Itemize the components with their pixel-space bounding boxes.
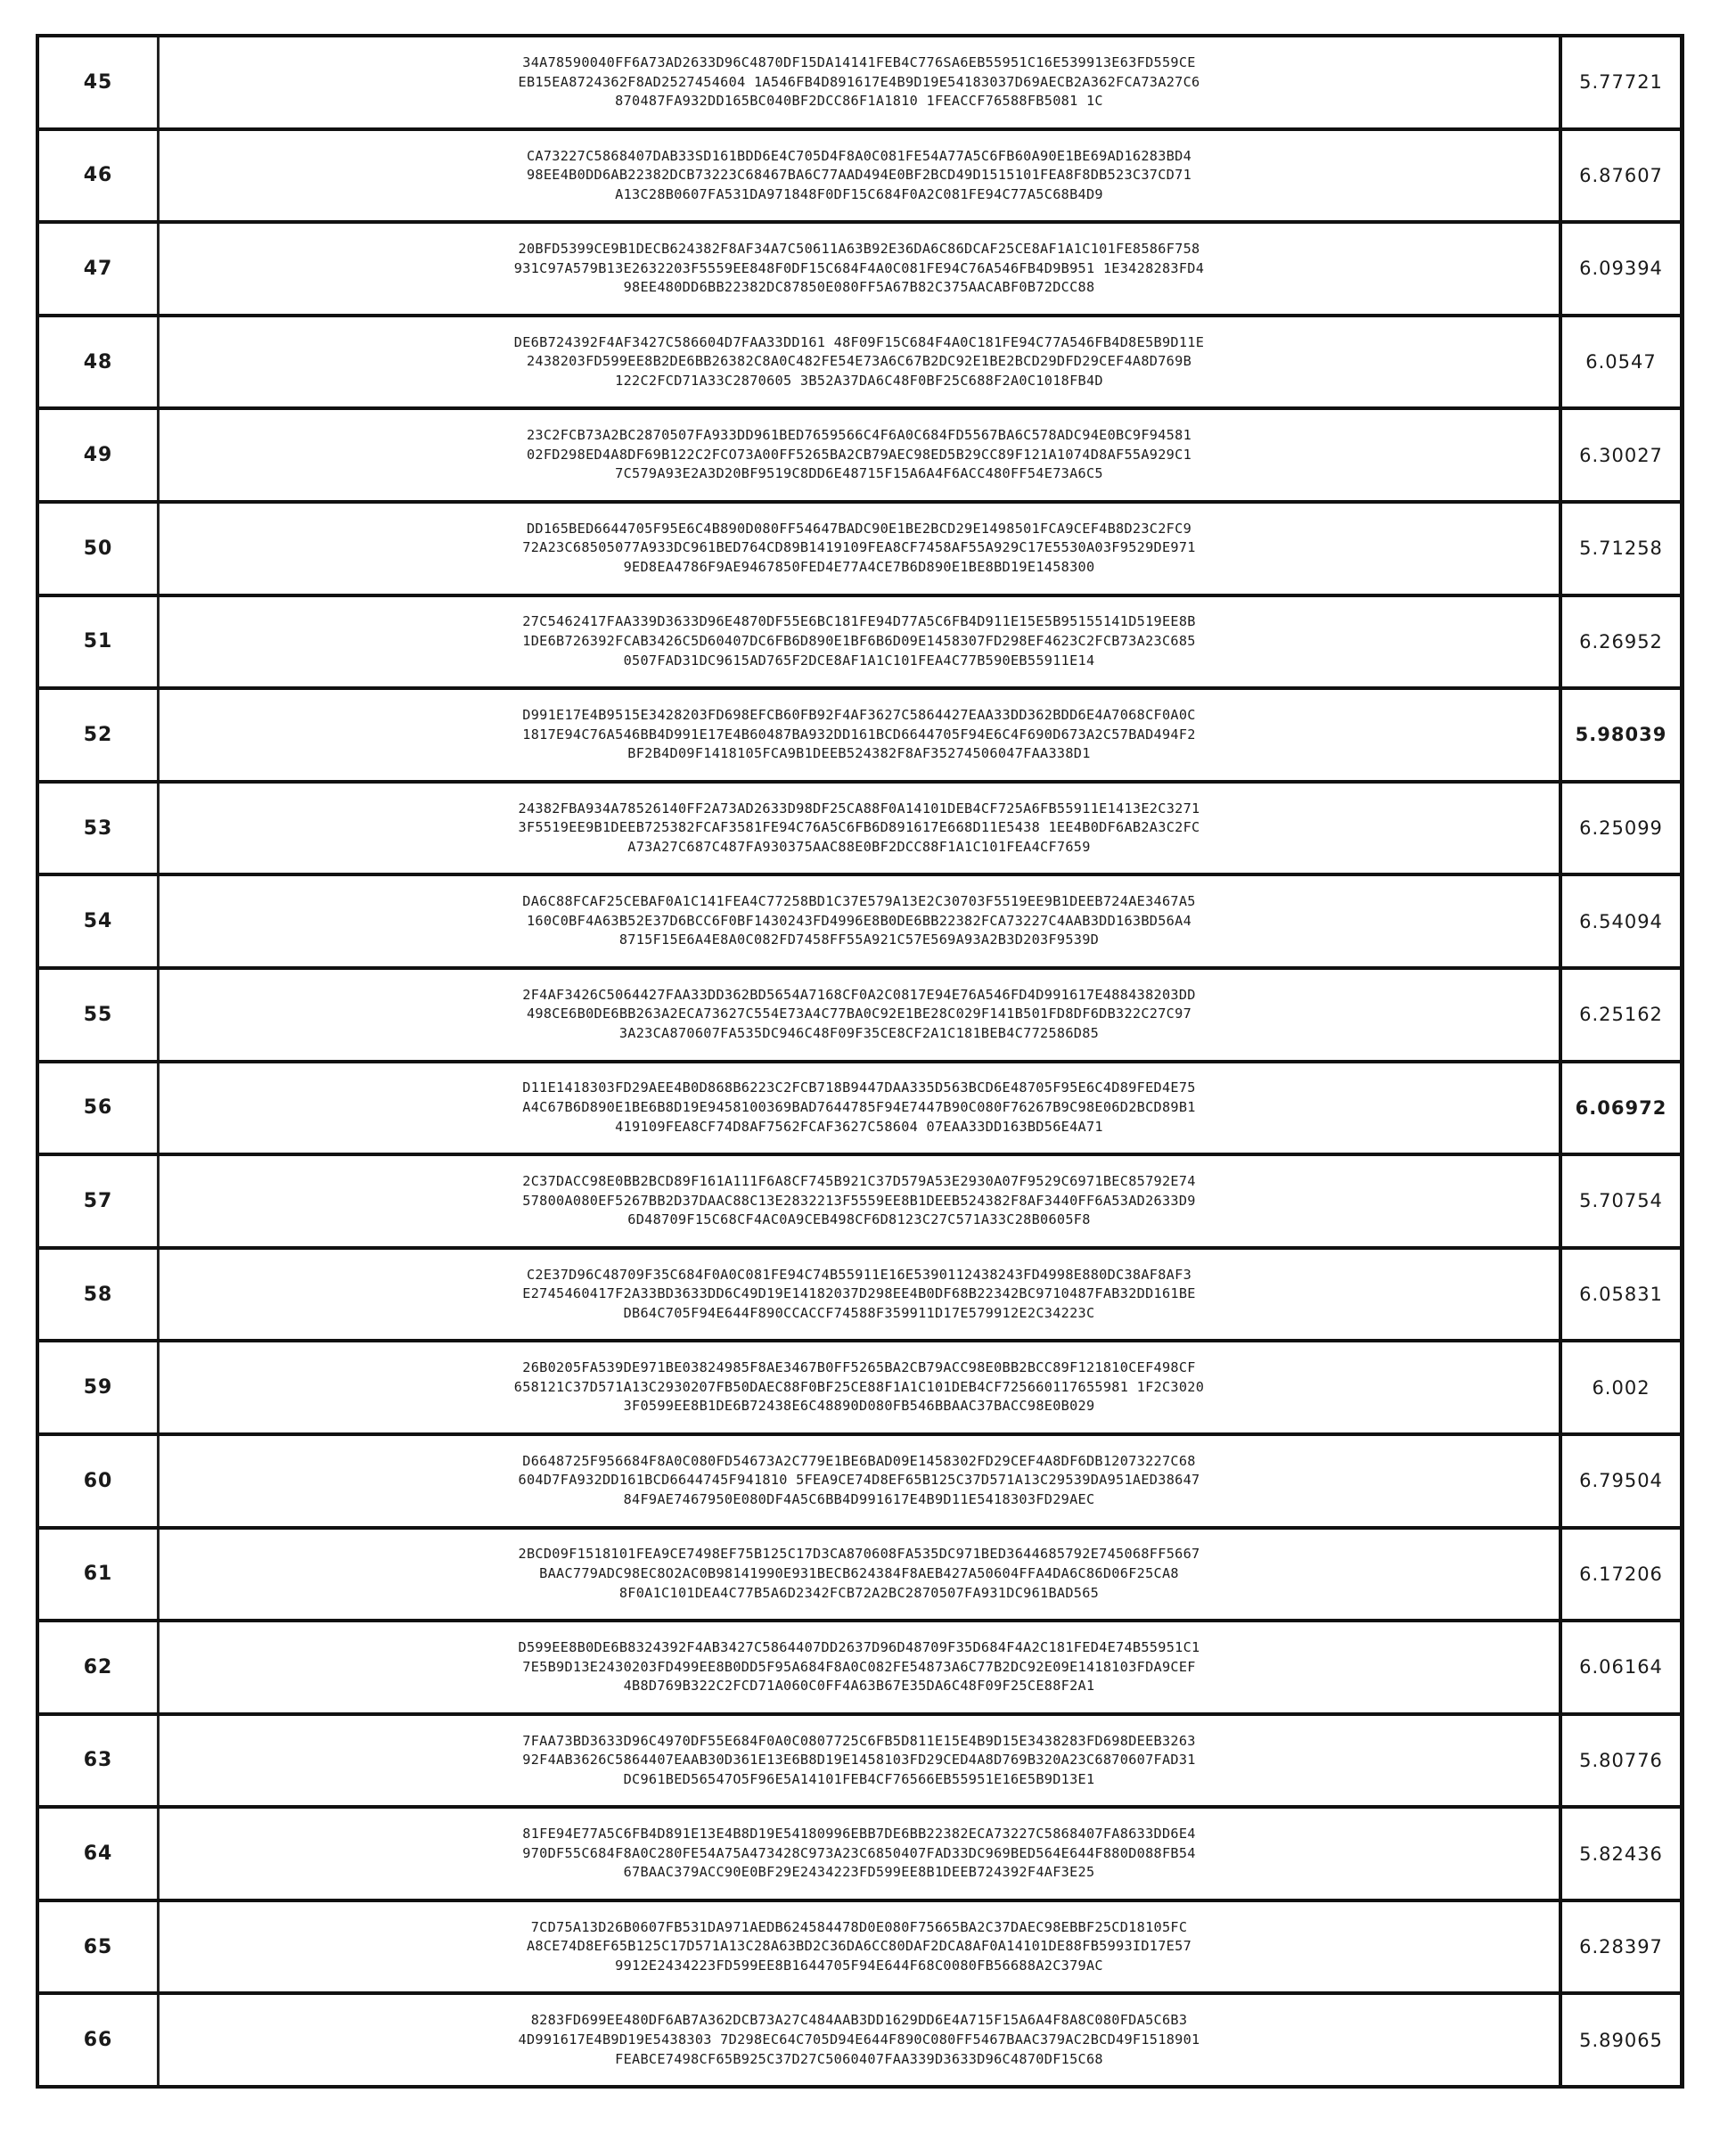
sequence-cell	[160, 317, 1562, 407]
sequence-line: 498CE6B0DE6BB263A2ECA73627C554E73A4C77BA0C92E1BE28C029F141B501FD8DF6DB322C27C97	[527, 1005, 1191, 1024]
sequence-line: 2438203FD599EE8B2DE6BB26382C8A0C482FE54E73A6C67B2DC92E1BE2BCD29DFD29CEF4A8D769B	[527, 352, 1191, 372]
sequence-line: CA73227C5868407DAB33SD161BDD6E4C705D4F8A0C081FE54A77A5C6FB60A90E1BE69AD16283BD4	[527, 147, 1191, 167]
sequence-line: DA6C88FCAF25CEBAF0A1C141FEA4C77258BD1C37E579A13E2C30703F5519EE9B1DEEB724AE3467A5	[522, 892, 1196, 912]
sequence-cell	[160, 1716, 1562, 1806]
sequence-line: 1DE6B726392FCAB3426C5D60407DC6FB6D890E1BF6B6D09E1458307FD298EF4623C2FCB73A23C685	[522, 632, 1196, 652]
score-value: 6.25099	[1562, 784, 1680, 874]
table-row	[39, 1063, 1680, 1157]
score-value: 6.54094	[1562, 876, 1680, 966]
sequence-line: 23C2FCB73A2BC2870507FA933DD961BED7659566C4F6A0C684FD5567BA6C578ADC94E0BC9F94581	[527, 426, 1191, 446]
sequence-line: 8283FD699EE480DF6AB7A362DCB73A27C484AAB3DD1629DD6E4A715F15A6A4F8A8C080FDA5C6B3	[531, 2011, 1188, 2031]
row-number: 51	[39, 597, 160, 687]
score-value: 6.17206	[1562, 1530, 1680, 1620]
sequence-line: 3F0599EE8B1DE6B72438E6C48890D080FB546BBAAC37BACC98E0B029	[624, 1397, 1095, 1416]
sequence-cell	[160, 690, 1562, 780]
sequence-line: DD165BED6644705F95E6C4B890D080FF54647BADC90E1BE2BCD29E1498501FCA9CEF4B8D23C2FC9	[527, 520, 1191, 539]
table-row	[39, 1250, 1680, 1343]
sequence-line: 92F4AB3626C5864407EAAB30D361E13E6B8D19E1458103FD29CED4A8D769B320A23C6870607FAD31	[522, 1751, 1196, 1770]
table-row	[39, 410, 1680, 504]
row-number: 52	[39, 690, 160, 780]
sequence-line: A4C67B6D890E1BE6B8D19E9458100369BAD7644785F94E7447B90C080F76267B9C98E06D2BCD89B1	[522, 1098, 1196, 1118]
score-value: 6.09394	[1562, 224, 1680, 314]
table-row	[39, 131, 1680, 225]
score-value: 6.28397	[1562, 1902, 1680, 1992]
sequence-line: 34A78590040FF6A73AD2633D96C4870DF15DA14141FEB4C776SA6EB55951C16E539913E63FD559CE	[522, 53, 1196, 73]
data-table	[36, 34, 1684, 2089]
row-number: 56	[39, 1063, 160, 1153]
score-value: 6.87607	[1562, 131, 1680, 221]
sequence-line: 3A23CA870607FA535DC946C48F09F35CE8CF2A1C181BEB4C772586D85	[619, 1024, 1099, 1044]
sequence-line: 870487FA932DD165BC040BF2DCC86F1A1810 1FEACCF76588FB5081 1C	[615, 92, 1103, 111]
score-value: 6.002	[1562, 1342, 1680, 1432]
sequence-cell	[160, 1063, 1562, 1153]
sequence-cell	[160, 224, 1562, 314]
score-value: 6.79504	[1562, 1436, 1680, 1526]
sequence-line: 1817E94C76A546BB4D991E17E4B60487BA932DD161BCD6644705F94E6C4F690D673A2C57BAD494F2	[522, 726, 1196, 745]
sequence-line: 9ED8EA4786F9AE9467850FED4E77A4CE7B6D890E1BE8BD19E1458300	[624, 558, 1095, 578]
table-row	[39, 1156, 1680, 1250]
sequence-line: 84F9AE7467950E080DF4A5C6BB4D991617E4B9D11E5418303FD29AEC	[624, 1490, 1095, 1510]
sequence-line: 20BFD5399CE9B1DECB624382F8AF34A7C50611A63B92E36DA6C86DCAF25CE8AF1A1C101FE8586F758	[519, 240, 1200, 259]
table-row	[39, 37, 1680, 131]
sequence-line: 9912E2434223FD599EE8B1644705F94E644F68C0080FB56688A2C379AC	[615, 1957, 1103, 1976]
sequence-line: D599EE8B0DE6B8324392F4AB3427C5864407DD2637D96D48709F35D684F4A2C181FED4E74B55951C1	[519, 1638, 1200, 1658]
sequence-line: 26B0205FA539DE971BE03824985F8AE3467B0FF5265BA2CB79ACC98E0BB2BCC89F121810CEF498CF	[522, 1358, 1196, 1378]
sequence-line: 72A23C68505077A933DC961BED764CD89B1419109FEA8CF7458AF55A929C17E5530A03F9529DE971	[522, 538, 1196, 558]
sequence-line: 7CD75A13D26B0607FB531DA971AEDB624584478D0E080F75665BA2C37DAEC98EBBF25CD18105FC	[531, 1918, 1188, 1938]
table-row	[39, 1530, 1680, 1623]
table-row	[39, 690, 1680, 784]
row-number: 58	[39, 1250, 160, 1340]
sequence-line: A8CE74D8EF65B125C17D571A13C28A63BD2C36DA6CC80DAF2DCA8AF0A14101DE88FB5993ID17E57	[527, 1937, 1191, 1957]
row-number: 53	[39, 784, 160, 874]
sequence-line: 81FE94E77A5C6FB4D891E13E4B8D19E54180996EBB7DE6BB22382ECA73227C5868407FA8633DD6E4	[522, 1825, 1196, 1844]
sequence-cell	[160, 1342, 1562, 1432]
row-number: 64	[39, 1809, 160, 1899]
row-number: 61	[39, 1530, 160, 1620]
sequence-cell	[160, 1809, 1562, 1899]
sequence-line: EB15EA8724362F8AD2527454604 1A546FB4D891617E4B9D19E54183037D69AECB2A362FCA73A27C6	[519, 73, 1200, 93]
table-row	[39, 1995, 1680, 2085]
sequence-line: 7C579A93E2A3D20BF9519C8DD6E48715F15A6A4F6ACC480FF54E73A6C5	[615, 464, 1103, 484]
sequence-line: D6648725F956684F8A0C080FD54673A2C779E1BE6BAD09E1458302FD29CEF4A8DF6DB12073227C68	[522, 1452, 1196, 1472]
sequence-line: FEABCE7498CF65B925C37D27C5060407FAA339D3633D96C4870DF15C68	[615, 2050, 1103, 2070]
sequence-cell	[160, 1250, 1562, 1340]
table-body	[39, 37, 1680, 2085]
sequence-cell	[160, 1902, 1562, 1992]
row-number: 62	[39, 1622, 160, 1712]
sequence-line: DB64C705F94E644F890CCACCF74588F359911D17E579912E2C34223C	[624, 1304, 1095, 1324]
row-number: 65	[39, 1902, 160, 1992]
sequence-cell	[160, 876, 1562, 966]
sequence-cell	[160, 1436, 1562, 1526]
sequence-line: 2BCD09F1518101FEA9CE7498EF75B125C17D3CA870608FA535DC971BED3644685792E745068FF5667	[519, 1545, 1200, 1564]
row-number: 60	[39, 1436, 160, 1526]
score-value: 5.98039	[1562, 690, 1680, 780]
sequence-line: 98EE480DD6BB22382DC87850E080FF5A67B82C375AACABF0B72DCC88	[624, 278, 1095, 298]
sequence-cell	[160, 37, 1562, 127]
table-row	[39, 1716, 1680, 1810]
sequence-line: DC961BED56547O5F96E5A14101FEB4CF76566EB55951E16E5B9D13E1	[624, 1770, 1095, 1790]
table-row	[39, 317, 1680, 411]
sequence-line: 0507FAD31DC9615AD765F2DCE8AF1A1C101FEA4C77B590EB55911E14	[624, 652, 1095, 671]
sequence-line: 419109FEA8CF74D8AF7562FCAF3627C58604 07EAA33DD163BD56E4A71	[615, 1118, 1103, 1137]
row-number: 55	[39, 970, 160, 1060]
table-row	[39, 1436, 1680, 1530]
sequence-line: 931C97A579B13E2632203F5559EE848F0DF15C684F4A0C081FE94C76A546FB4D9B951 1E3428283FD4	[514, 259, 1204, 279]
sequence-line: 24382FBA934A78526140FF2A73AD2633D98DF25CA88F0A14101DEB4CF725A6FB55911E1413E2C3271	[519, 800, 1200, 819]
sequence-line: 970DF55C684F8A0C280FE54A75A473428C973A23C6850407FAD33DC969BED564E644F880D088FB54	[522, 1844, 1196, 1864]
sequence-cell	[160, 784, 1562, 874]
sequence-cell	[160, 504, 1562, 594]
sequence-line: 4B8D769B322C2FCD71A060C0FF4A63B67E35DA6C48F09F25CE88F2A1	[624, 1677, 1095, 1696]
sequence-line: A73A27C687C487FA930375AAC88E0BF2DCC88F1A1C101FEA4CF7659	[627, 838, 1090, 858]
score-value: 5.70754	[1562, 1156, 1680, 1246]
score-value: 5.80776	[1562, 1716, 1680, 1806]
row-number: 49	[39, 410, 160, 500]
score-value: 5.89065	[1562, 1995, 1680, 2085]
sequence-line: 122C2FCD71A33C2870605 3B52A37DA6C48F0BF25C688F2A0C1018FB4D	[615, 372, 1103, 391]
row-number: 59	[39, 1342, 160, 1432]
table-row	[39, 1342, 1680, 1436]
sequence-line: 4D991617E4B9D19E5438303 7D298EC64C705D94E644F890C080FF5467BAAC379AC2BCD49F1518901	[519, 2031, 1200, 2050]
sequence-cell	[160, 970, 1562, 1060]
sequence-cell	[160, 410, 1562, 500]
sequence-line: 8715F15E6A4E8A0C082FD7458FF55A921C57E569A93A2B3D203F9539D	[619, 931, 1099, 950]
score-value: 6.26952	[1562, 597, 1680, 687]
sequence-line: C2E37D96C48709F35C684F0A0C081FE94C74B55911E16E5390112438243FD4998E880DC38AF8AF3	[527, 1266, 1191, 1285]
sequence-line: 67BAAC379ACC90E0BF29E2434223FD599EE8B1DEEB724392F4AF3E25	[624, 1863, 1095, 1883]
sequence-cell	[160, 597, 1562, 687]
table-row	[39, 970, 1680, 1063]
table-row	[39, 784, 1680, 877]
sequence-line: 658121C37D571A13C2930207FB50DAEC88F0BF25CE88F1A1C101DEB4CF725660117655981 1F2C3020	[514, 1378, 1204, 1398]
score-value: 6.0547	[1562, 317, 1680, 407]
sequence-line: 7FAA73BD3633D96C4970DF55E684F0A0C0807725C6FB5D811E15E4B9D15E3438283FD698DEEB3263	[522, 1732, 1196, 1752]
sequence-line: 604D7FA932DD161BCD6644745F941810 5FEA9CE74D8EF65B125C37D571A13C29539DA951AED38647	[519, 1471, 1200, 1490]
table-row	[39, 1902, 1680, 1996]
table-row	[39, 876, 1680, 970]
sequence-line: D991E17E4B9515E3428203FD698EFCB60FB92F4AF3627C5864427EAA33DD362BDD6E4A7068CF0A0C	[522, 706, 1196, 726]
sequence-line: 57800A080EF5267BB2D37DAAC88C13E2832213F5559EE8B1DEEB524382F8AF3440FF6A53AD2633D9	[522, 1192, 1196, 1211]
sequence-line: D11E1418303FD29AEE4B0D868B6223C2FCB718B9447DAA335D563BCD6E48705F95E6C4D89FED4E75	[522, 1079, 1196, 1098]
score-value: 6.05831	[1562, 1250, 1680, 1340]
row-number: 63	[39, 1716, 160, 1806]
sequence-cell	[160, 131, 1562, 221]
sequence-line: 160C0BF4A63B52E37D6BCC6F0BF1430243FD4996E8B0DE6BB22382FCA73227C4AAB3DD163BD56A4	[527, 912, 1191, 932]
sequence-line: 2C37DACC98E0BB2BCD89F161A111F6A8CF745B921C37D579A53E2930A07F9529C6971BEC85792E74	[522, 1172, 1196, 1192]
sequence-line: 98EE4B0DD6AB22382DCB73223C68467BA6C77AAD494E0BF2BCD49D1515101FEA8F8DB523C37CD71	[527, 166, 1191, 185]
row-number: 66	[39, 1995, 160, 2085]
sequence-line: DE6B724392F4AF3427C586604D7FAA33DD161 48F09F15C684F4A0C181FE94C77A546FB4D8E5B9D11E	[514, 333, 1204, 353]
score-value: 6.06164	[1562, 1622, 1680, 1712]
score-value: 5.71258	[1562, 504, 1680, 594]
table-row	[39, 504, 1680, 597]
table-row	[39, 224, 1680, 317]
score-value: 6.25162	[1562, 970, 1680, 1060]
table-row	[39, 597, 1680, 691]
score-value: 6.30027	[1562, 410, 1680, 500]
score-value: 6.06972	[1562, 1063, 1680, 1153]
sequence-line: E2745460417F2A33BD3633DD6C49D19E14182037D298EE4B0DF68B22342BC9710487FAB32DD161BE	[522, 1285, 1196, 1304]
sequence-line: BAAC779ADC98EC8O2AC0B98141990E931BECB624384F8AEB427A50604FFA4DA6C86D06F25CA8	[539, 1564, 1179, 1584]
sequence-cell	[160, 1156, 1562, 1246]
sequence-line: A13C28B0607FA531DA971848F0DF15C684F0A2C081FE94C77A5C68B4D9	[615, 185, 1103, 205]
sequence-line: 8F0A1C101DEA4C77B5A6D2342FCB72A2BC2870507FA931DC961BAD565	[619, 1584, 1099, 1604]
row-number: 47	[39, 224, 160, 314]
sequence-line: BF2B4D09F1418105FCA9B1DEEB524382F8AF35274506047FAA338D1	[627, 744, 1090, 764]
score-value: 5.82436	[1562, 1809, 1680, 1899]
row-number: 50	[39, 504, 160, 594]
sequence-cell	[160, 1530, 1562, 1620]
score-value: 5.77721	[1562, 37, 1680, 127]
sequence-line: 02FD298ED4A8DF69B122C2FCO73A00FF5265BA2CB79AEC98ED5B29CC89F121A1074D8AF55A929C1	[527, 446, 1191, 465]
sequence-line: 2F4AF3426C5064427FAA33DD362BD5654A7168CF0A2C0817E94E76A546FD4D991617E488438203DD	[522, 986, 1196, 1005]
sequence-cell	[160, 1622, 1562, 1712]
sequence-line: 7E5B9D13E2430203FD499EE8B0DD5F95A684F8A0C082FE54873A6C77B2DC92E09E1418103FDA9CEF	[522, 1658, 1196, 1678]
row-number: 54	[39, 876, 160, 966]
row-number: 48	[39, 317, 160, 407]
row-number: 46	[39, 131, 160, 221]
sequence-line: 6D48709F15C68CF4AC0A9CEB498CF6D8123C27C571A33C28B0605F8	[627, 1211, 1090, 1230]
sequence-line: 27C5462417FAA339D3633D96E4870DF55E6BC181FE94D77A5C6FB4D911E15E5B95155141D519EE8B	[522, 612, 1196, 632]
sequence-line: 3F5519EE9B1DEEB725382FCAF3581FE94C76A5C6FB6D891617E668D11E5438 1EE4B0DF6AB2A3C2FC	[519, 818, 1200, 838]
table-row	[39, 1622, 1680, 1716]
row-number: 57	[39, 1156, 160, 1246]
sequence-cell	[160, 1995, 1562, 2085]
table-row	[39, 1809, 1680, 1902]
row-number: 45	[39, 37, 160, 127]
